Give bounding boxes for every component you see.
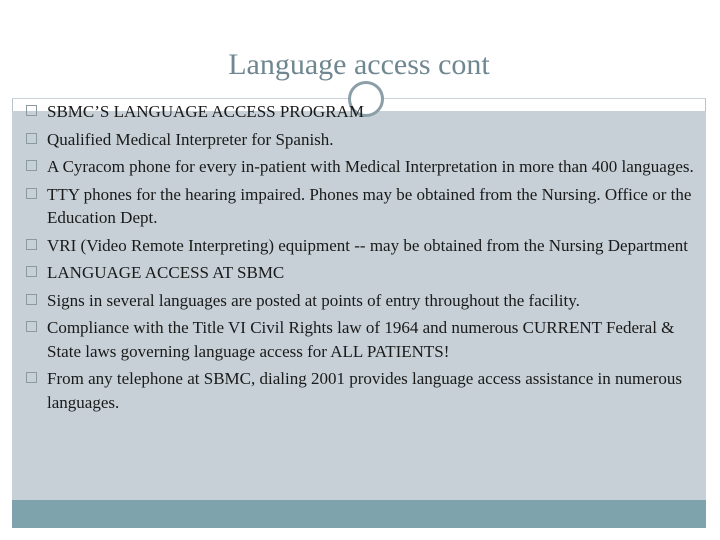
bullet-text: LANGUAGE ACCESS AT SBMC [47, 263, 285, 282]
square-outline-icon [26, 133, 37, 144]
bullet-list [26, 100, 696, 418]
list-item [26, 234, 696, 258]
list-item [26, 155, 696, 179]
square-outline-icon [26, 372, 37, 383]
bullet-text: TTY phones for the hearing impaired. Phones may be obtained from the Nursing. Office or the Education Dept. [47, 184, 692, 227]
list-item [26, 289, 696, 313]
slide-title: Language access cont [228, 48, 490, 81]
square-outline-icon [26, 188, 37, 199]
list-item [26, 183, 696, 230]
square-outline-icon [26, 321, 37, 332]
square-outline-icon [26, 160, 37, 171]
list-item [26, 100, 696, 124]
footer-band [12, 500, 706, 528]
square-outline-icon [26, 239, 37, 250]
bullet-text: From any telephone at SBMC, dialing 2001 provides language access assistance in numerous languages. [47, 369, 683, 412]
bullet-text: Signs in several languages are posted at points of entry throughout the facility. [47, 290, 580, 310]
bullet-text: VRI (Video Remote Interpreting) equipment -- may be obtained from the Nursing Department [47, 235, 689, 255]
square-outline-icon [26, 105, 37, 116]
square-outline-icon [26, 294, 37, 305]
list-item [26, 367, 696, 414]
bullet-text: SBMC’S LANGUAGE ACCESS PROGRAM [47, 102, 364, 121]
bullet-text: A Cyracom phone for every in-patient with Medical Interpretation in more than 400 languages. [47, 157, 694, 176]
list-item [26, 128, 696, 152]
list-item [26, 316, 696, 363]
square-outline-icon [26, 266, 37, 277]
list-item [26, 261, 696, 285]
bullet-text: Compliance with the Title VI Civil Rights law of 1964 and numerous CURRENT Federal & State laws governing language access for ALL PATIENTS! [47, 318, 675, 361]
bullet-text: Qualified Medical Interpreter for Spanish. [47, 129, 334, 149]
